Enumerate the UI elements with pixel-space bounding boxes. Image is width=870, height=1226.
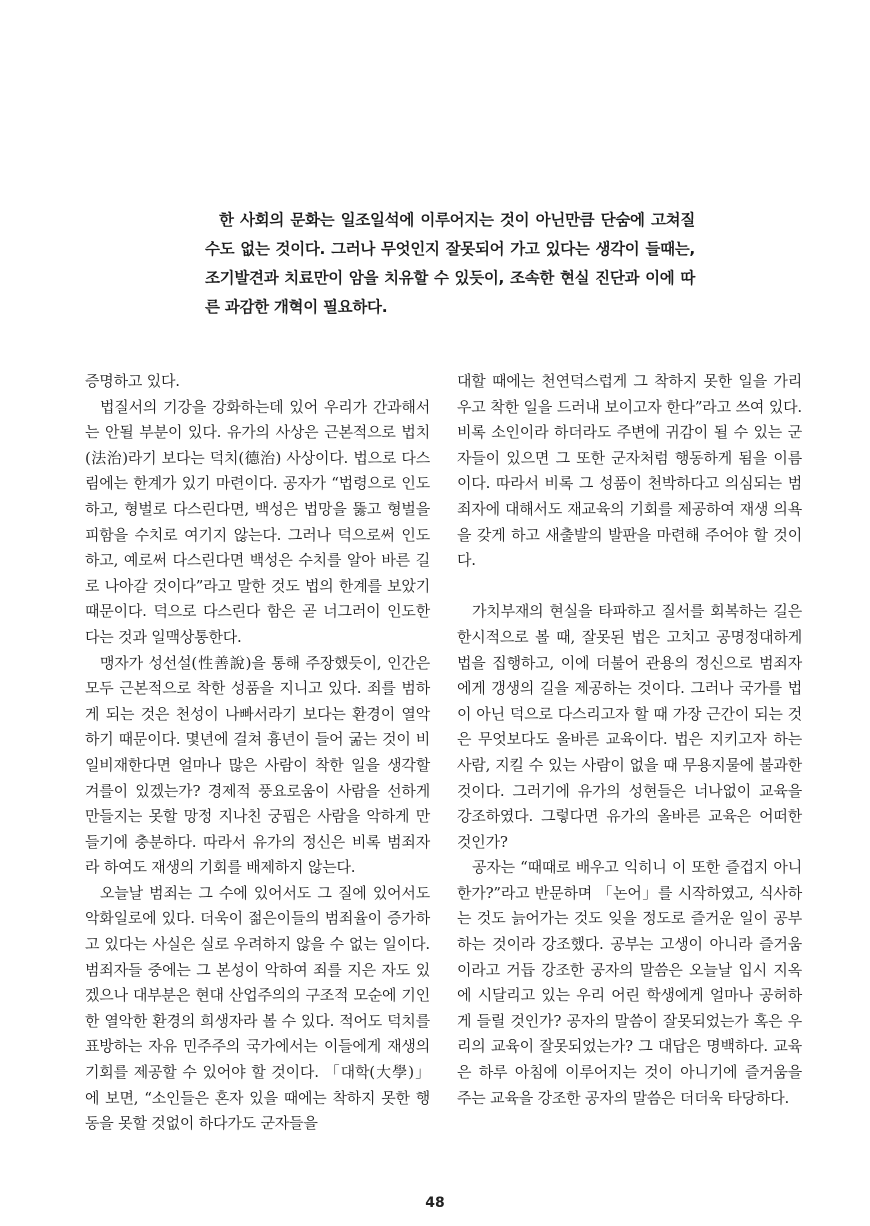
body-paragraph: 법질서의 기강을 강화하는데 있어 우리가 간과해서는 안될 부분이 있다. 유가의 사상은 근본적으로 법치(法治)라기 보다는 덕치(德治) 사상이다. 법으로 다스림에는 한계가 있기 마련이다. 공자가 “법령으로 인도하고, 형벌로 다스린다면, 백성은 법망을 뚫고 형벌을 피함을 수치로 여기지 않는다. 그러나 덕으로써 인도하고, 예로써 다스린다면 백성은 수치를 알아 바른 길로 나아갈 것이다”라고 말한 것도 법의 한계를 보았기 때문이다. 덕으로 다스린다 함은 곧 너그러이 인도한다는 것과 일맥상통한다. [85, 397, 430, 646]
body-paragraph: 오늘날 범죄는 그 수에 있어서도 그 질에 있어서도 악화일로에 있다. 더욱이 젊은이들의 범죄율이 증가하고 있다는 사실은 실로 우려하지 않을 수 없는 일이다. 범죄자들 중에는 그 본성이 악하여 죄를 지은 자도 있겠으나 대부분은 현대 산업주의의 구조적 모순에 기인한 열악한 환경의 희생자라 볼 수 있다. 적어도 덕치를 표방하는 자유 민주주의 국가에서는 이들에게 재생의 기회를 제공할 수 있어야 할 것이다. 「대학(大學)」에 보면, “소인들은 혼자 있을 때에는 착하지 못한 행동을 못할 것없이 하다가도 군자들을 [85, 883, 430, 1133]
right-column [457, 369, 802, 1111]
body-paragraph: 대할 때에는 천연덕스럽게 그 착하지 못한 일을 가리우고 착한 일을 드러내 보이고자 한다”라고 쓰여 있다. 비록 소인이라 하더라도 주변에 귀감이 될 수 있는 군자들이 있으면 그 또한 군자처럼 행동하게 됨을 이름이다. 따라서 비록 그 성품이 천박하다고 의심되는 범죄자에 대해서도 재교육의 기회를 제공하여 재생 의욕을 갖게 하고 새출발의 발판을 마련해 주어야 할 것이다. [457, 372, 802, 570]
page-number: 48 [425, 1195, 445, 1211]
body-paragraph: 맹자가 성선설(性善說)을 통해 주장했듯이, 인간은 모두 근본적으로 착한 성품을 지니고 있다. 죄를 범하게 되는 것은 천성이 나빠서라기 보다는 환경이 열악하기 때문이다. 몇년에 걸쳐 흉년이 들어 굶는 것이 비일비재한다면 얼마나 많은 사람이 착한 일을 생각할 겨를이 있겠는가? 경제적 풍요로움이 사람을 선하게 만들지는 못할 망정 지나친 궁핍은 사람을 악하게 만들기에 충분하다. 따라서 유가의 정신은 비록 범죄자라 하여도 재생의 기회를 배제하지 않는다. [85, 653, 430, 877]
body-paragraph: 가치부재의 현실을 타파하고 질서를 회복하는 길은 한시적으로 볼 때, 잘못된 법은 고치고 공명정대하게 법을 집행하고, 이에 더불어 관용의 정신으로 범죄자에게 갱생의 길을 제공하는 것이다. 그러나 국가를 법이 아닌 덕으로 다스리고자 할 때 가장 근간이 되는 것은 무엇보다도 올바른 교육이다. 법은 지키고자 하는 사람, 지킬 수 있는 사람이 없을 때 무용지물에 불과한 것이다. 그러기에 유가의 성현들은 너나없이 교육을 강조하였다. 그렇다면 유가의 올바른 교육은 어떠한 것인가? [457, 602, 802, 851]
left-column [85, 369, 430, 1137]
body-paragraph: 공자는 “때때로 배우고 익히니 이 또한 즐겁지 아니한가?”라고 반문하며 「논어」를 시작하였고, 식사하는 것도 늙어가는 것도 잊을 정도로 즐거운 일이 공부하는 것이라 강조했다. 공부는 고생이 아니라 즐거움이라고 거듭 강조한 공자의 말씀은 오늘날 입시 지옥에 시달리고 있는 우리 어린 학생에게 얼마나 공허하게 들릴 것인가? 공자의 말씀이 잘못되었는가 혹은 우리의 교육이 잘못되었는가? 그 대답은 명백하다. 교육은 하루 아침에 이루어지는 것이 아니기에 즐거움을 주는 교육을 강조한 공자의 말씀은 더더욱 타당하다. [457, 858, 802, 1107]
pull-quote [205, 206, 695, 322]
body-paragraph: 증명하고 있다. [85, 372, 180, 390]
pull-quote-text: 한 사회의 문화는 일조일석에 이루어지는 것이 아닌만큼 단숨에 고쳐질 수도 없는 것이다. 그러나 무엇인지 잘못되어 가고 있다는 생각이 들때는, 조기발견과 치료만이 암을 치유할 수 있듯이, 조속한 현실 진단과 이에 따른 과감한 개혁이 필요하다. [205, 211, 695, 316]
